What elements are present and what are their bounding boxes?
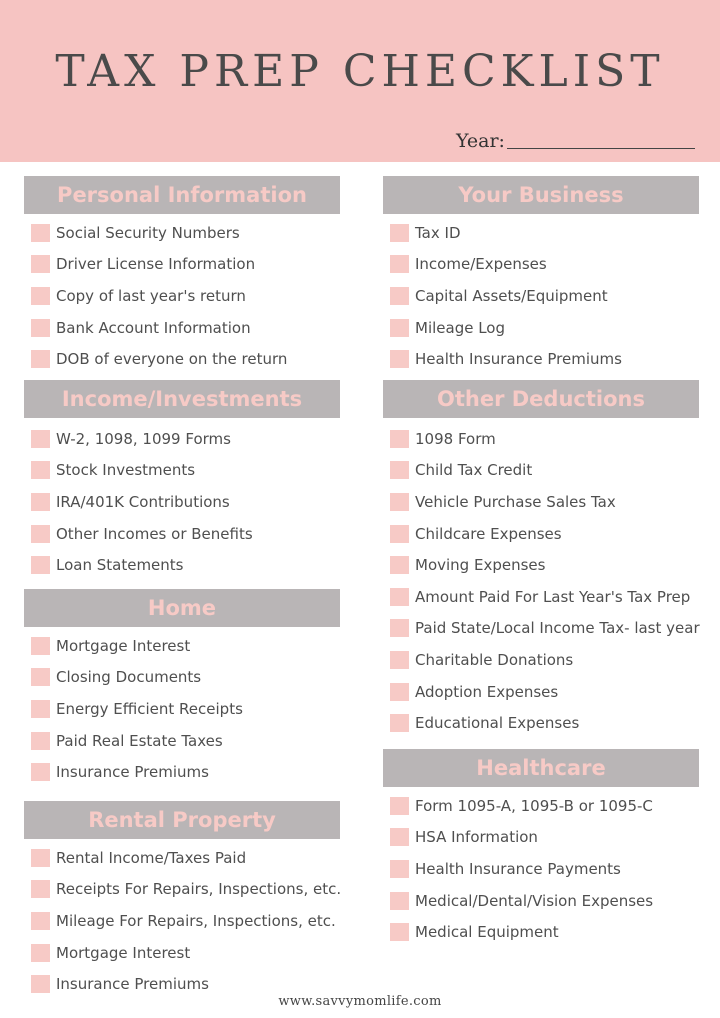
checkbox[interactable] [390, 714, 409, 732]
year-input-line[interactable] [507, 148, 695, 149]
checkbox[interactable] [31, 668, 50, 686]
checklist-item-label: Mortgage Interest [56, 943, 191, 962]
section-income-investments [24, 380, 340, 581]
checklist-item [383, 312, 699, 344]
checklist-item [24, 905, 340, 937]
checklist-item-label: DOB of everyone on the return [56, 350, 288, 369]
checklist-item [383, 581, 699, 613]
checklist-item [383, 486, 699, 518]
checklist-item [383, 916, 699, 948]
checklist-item-label: Receipts For Repairs, Inspections, etc. [56, 880, 342, 899]
checkbox[interactable] [31, 732, 50, 750]
checkbox[interactable] [390, 683, 409, 701]
section-title: Income/Investments [24, 380, 340, 418]
section-personal-information [24, 176, 340, 375]
checklist-item [24, 756, 340, 788]
checklist-item-label: 1098 Form [415, 429, 496, 448]
checkbox[interactable] [390, 860, 409, 878]
checklist-item [24, 423, 340, 455]
checklist-item-label: W-2, 1098, 1099 Forms [56, 429, 231, 448]
checklist-item-label: Vehicle Purchase Sales Tax [415, 492, 616, 511]
section-your-business [383, 176, 699, 375]
checklist-item-label: Medical/Dental/Vision Expenses [415, 891, 654, 910]
checklist-item-label: Childcare Expenses [415, 524, 562, 543]
section-title: Healthcare [383, 749, 699, 787]
checkbox[interactable] [390, 797, 409, 815]
checklist-item [24, 518, 340, 550]
checkbox[interactable] [390, 461, 409, 479]
checklist-item [24, 486, 340, 518]
checklist-item [383, 707, 699, 739]
checklist-item-label: Other Incomes or Benefits [56, 524, 253, 543]
checkbox[interactable] [390, 525, 409, 543]
year-field [456, 128, 695, 154]
checklist-item [24, 280, 340, 312]
checklist-item-label: IRA/401K Contributions [56, 492, 230, 511]
checklist-item-label: Copy of last year's return [56, 286, 246, 305]
checkbox[interactable] [31, 319, 50, 337]
checklist-item-label: Loan Statements [56, 556, 184, 575]
checklist-item-label: Adoption Expenses [415, 682, 559, 701]
checklist [383, 418, 699, 739]
checklist-item-label: Closing Documents [56, 668, 202, 687]
checkbox[interactable] [390, 619, 409, 637]
checklist-item-label: Income/Expenses [415, 255, 547, 274]
checklist [24, 627, 340, 788]
year-label: Year: [456, 130, 505, 152]
checklist-item [24, 249, 340, 281]
checklist-item [383, 885, 699, 917]
checklist-item [24, 662, 340, 694]
checklist-item-label: Bank Account Information [56, 318, 251, 337]
checklist-item-label: Form 1095-A, 1095-B or 1095-C [415, 796, 653, 815]
checklist-item [24, 937, 340, 969]
checkbox[interactable] [390, 224, 409, 242]
section-title: Personal Information [24, 176, 340, 214]
section-title: Rental Property [24, 801, 340, 839]
checklist [383, 787, 699, 948]
checkbox[interactable] [31, 700, 50, 718]
checklist [24, 214, 340, 375]
section-other-deductions [383, 380, 699, 739]
section-title: Your Business [383, 176, 699, 214]
checklist-item [383, 549, 699, 581]
checklist-item-label: Mileage For Repairs, Inspections, etc. [56, 911, 336, 930]
checklist-item [383, 613, 699, 645]
checkbox[interactable] [390, 828, 409, 846]
checkbox[interactable] [31, 556, 50, 574]
checkbox[interactable] [390, 287, 409, 305]
checklist-item-label: Tax ID [415, 223, 461, 242]
checklist [383, 214, 699, 375]
checkbox[interactable] [31, 224, 50, 242]
checklist [24, 839, 340, 1000]
checklist-item-label: Mileage Log [415, 318, 506, 337]
checkbox[interactable] [31, 525, 50, 543]
checklist-item-label: Amount Paid For Last Year's Tax Prep [415, 587, 691, 606]
checklist-item-label: Stock Investments [56, 461, 196, 480]
section-rental-property [24, 801, 340, 1000]
checklist-item-label: Mortgage Interest [56, 636, 191, 655]
checklist-item [383, 822, 699, 854]
checklist-item [24, 217, 340, 249]
checkbox[interactable] [390, 430, 409, 448]
checklist-item-label: Insurance Premiums [56, 763, 209, 782]
checklist [24, 418, 340, 581]
checkbox[interactable] [31, 912, 50, 930]
checkbox[interactable] [390, 319, 409, 337]
checkbox[interactable] [390, 923, 409, 941]
checkbox[interactable] [31, 849, 50, 867]
checkbox[interactable] [31, 880, 50, 898]
checklist-item-label: Paid State/Local Income Tax- last year [415, 619, 700, 638]
checklist-item-label: HSA Information [415, 828, 538, 847]
checklist-item [383, 518, 699, 550]
checklist-item [383, 853, 699, 885]
checkbox[interactable] [390, 892, 409, 910]
checklist-item [24, 455, 340, 487]
section-title: Other Deductions [383, 380, 699, 418]
checklist-item [383, 217, 699, 249]
page-title: TAX PREP CHECKLIST [55, 46, 665, 97]
checklist-item [383, 343, 699, 375]
checklist-item-label: Medical Equipment [415, 923, 559, 942]
checklist-item [24, 693, 340, 725]
section-home [24, 589, 340, 788]
checklist-item [24, 343, 340, 375]
checklist-item [383, 249, 699, 281]
checkbox[interactable] [31, 763, 50, 781]
checkbox[interactable] [31, 287, 50, 305]
checklist-item [24, 549, 340, 581]
header-banner [0, 0, 720, 162]
checklist-item [383, 790, 699, 822]
checklist-item [24, 312, 340, 344]
checklist-item-label: Child Tax Credit [415, 461, 533, 480]
section-healthcare [383, 749, 699, 948]
checklist-item-label: Capital Assets/Equipment [415, 286, 608, 305]
checklist-item [24, 842, 340, 874]
checklist-item-label: Moving Expenses [415, 556, 546, 575]
checklist-item-label: Insurance Premiums [56, 975, 209, 994]
checklist-item-label: Health Insurance Premiums [415, 350, 622, 369]
checklist-item-label: Rental Income/Taxes Paid [56, 848, 247, 867]
checkbox[interactable] [390, 350, 409, 368]
checkbox[interactable] [390, 255, 409, 273]
checkbox[interactable] [31, 430, 50, 448]
checklist-item [24, 725, 340, 757]
checklist-item [383, 455, 699, 487]
checkbox[interactable] [31, 255, 50, 273]
checklist-item [383, 676, 699, 708]
checklist-item [24, 630, 340, 662]
checkbox[interactable] [31, 637, 50, 655]
checklist-item-label: Paid Real Estate Taxes [56, 731, 223, 750]
checklist-item-label: Charitable Donations [415, 650, 574, 669]
checklist-item-label: Educational Expenses [415, 714, 580, 733]
checkbox[interactable] [390, 493, 409, 511]
checkbox[interactable] [31, 350, 50, 368]
checkbox[interactable] [390, 588, 409, 606]
checklist-item-label: Social Security Numbers [56, 223, 240, 242]
checkbox[interactable] [31, 975, 50, 993]
checkbox[interactable] [390, 651, 409, 669]
checklist-item-label: Driver License Information [56, 255, 256, 274]
checklist-item-label: Health Insurance Payments [415, 859, 621, 878]
checkbox[interactable] [31, 944, 50, 962]
checklist-item [383, 644, 699, 676]
section-title: Home [24, 589, 340, 627]
checkbox[interactable] [31, 493, 50, 511]
checkbox[interactable] [390, 556, 409, 574]
checklist-item [383, 423, 699, 455]
footer-url: www.savvymomlife.com [278, 994, 442, 1009]
checklist-item [383, 280, 699, 312]
checklist-item [24, 874, 340, 906]
checkbox[interactable] [31, 461, 50, 479]
checklist-item-label: Energy Efficient Receipts [56, 699, 243, 718]
